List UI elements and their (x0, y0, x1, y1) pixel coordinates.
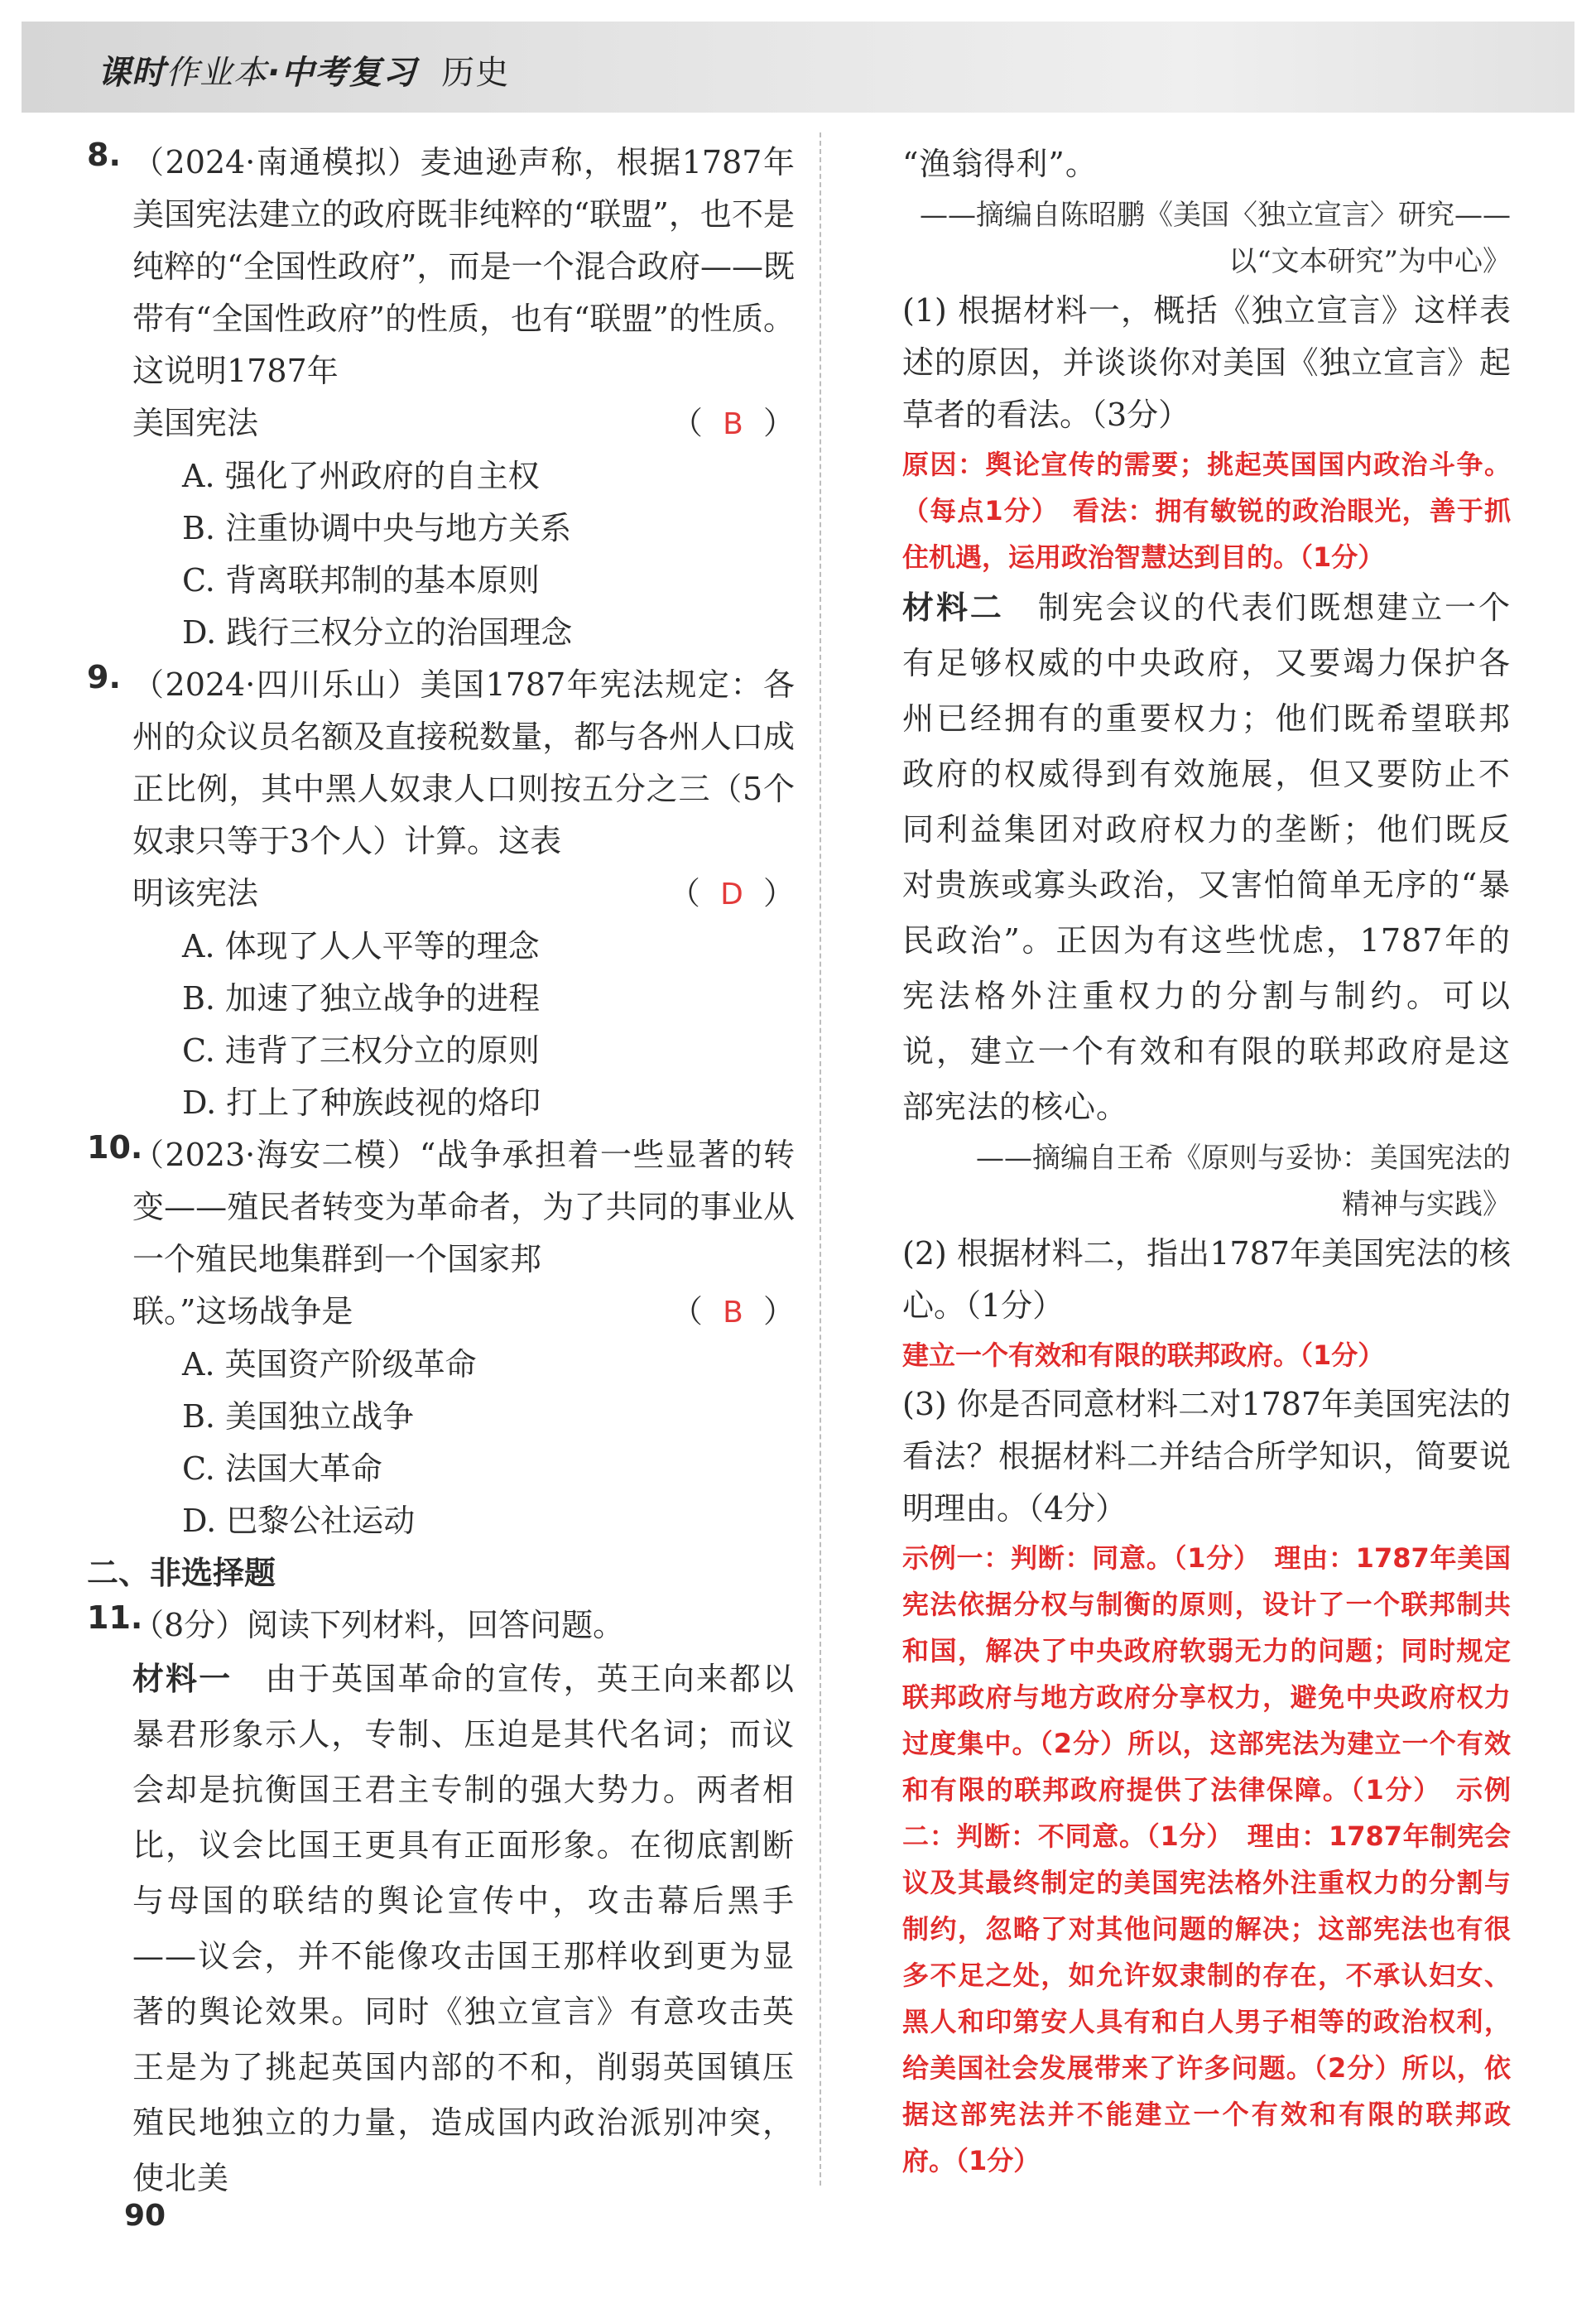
material-text: 制宪会议的代表们既想建立一个有足够权威的中央政府，又要竭力保护各州已经拥有的重要权力；他们既希望联邦政府的权威得到有效施展，但又要防止不同利益集团对政府权力的垄断；他们既反对贵族或寡头政治，又害怕简单无序的“暴民政治”。正因为有这些忧虑，1787年的宪法格外注重权力的分割与制约。可以说，建立一个有效和有限的联邦政府是这部宪法的核心。 (902, 589, 1511, 1125)
question-number: 10. (87, 1129, 143, 1166)
answer-bracket: （ B ） (671, 1293, 795, 1330)
option: D. 巴黎公社运动 (182, 1503, 416, 1539)
option: B. 加速了独立战争的进程 (182, 980, 541, 1017)
answer-letter: D (720, 878, 743, 911)
page-number: 90 (124, 2199, 166, 2233)
column-divider (820, 132, 821, 2186)
question-stem: （2024·南通模拟）麦迪逊声称，根据1787年美国宪法建立的政府既非纯粹的“联盟”，也不是纯粹的“全国性政府”，而是一个混合政府——既带有“全国性政府”的性质，也有“联盟”的性质。这说明1787年 (132, 144, 795, 389)
left-column (87, 137, 795, 2206)
section-title: 二、非选择题 (87, 1555, 276, 1591)
option: A. 英国资产阶级革命 (182, 1346, 477, 1383)
question-stem-end: 明该宪法 (132, 875, 259, 911)
question-number: 11. (87, 1599, 143, 1636)
answer-line (132, 868, 795, 921)
question-11 (87, 1599, 795, 2206)
source-citation: 精神与实践》 (1342, 1188, 1511, 1221)
question-number: 8. (87, 137, 121, 173)
option: C. 背离联邦制的基本原则 (182, 562, 540, 599)
material-1-tail: “渔翁得利”。 (902, 146, 1098, 182)
material-1 (132, 1652, 795, 2206)
option: B. 美国独立战争 (182, 1398, 415, 1435)
sub-question-1: (1) 根据材料一，概括《独立宣言》这样表述的原因，并谈谈你对美国《独立宣言》起草者的看法。（3分） (902, 292, 1511, 433)
right-column (902, 137, 1511, 2184)
question-10 (87, 1129, 795, 1547)
option: A. 体现了人人平等的理念 (182, 928, 540, 964)
option: B. 注重协调中央与地方关系 (182, 510, 572, 546)
question-9 (87, 659, 795, 1129)
source-citation: ——摘编自王希《原则与妥协：美国宪法的 (976, 1142, 1511, 1175)
answer-bracket: （ B ） (671, 405, 795, 441)
question-stem-end: 联。”这场战争是 (132, 1293, 353, 1330)
answer-text: 示例一：判断：同意。（1分） 理由：1787年美国宪法依据分权与制衡的原则，设计了一个联邦制共和国，解决了中央政府软弱无力的问题；同时规定联邦政府与地方政府分享权力，避免中央政府权力过度集中。（2分）所以，这部宪法为建立一个有效和有限的联邦政府提供了法律保障。（1分） 示例二：判断：不同意。（1分） 理由：1787年制宪会议及其最终制定的美国宪法格外注重权力的分割与制约，忽略了对其他问题的解决；这部宪法也有很多不足之处，如允许奴隶制的存在，不承认妇女、黑人和印第安人具有和白人男子相等的政治权利，给美国社会发展带来了许多问题。（2分）所以，依据这部宪法并不能建立一个有效和有限的联邦政府。（1分） (902, 1542, 1511, 2176)
answer-line (132, 1286, 795, 1339)
answer-text: 原因：舆论宣传的需要；挑起英国国内政治斗争。（每点1分） 看法：拥有敏锐的政治眼光，善于抓住机遇，运用政治智慧达到目的。（1分） (902, 449, 1511, 573)
answer-letter: B (723, 1296, 743, 1330)
source-citation: 以“文本研究”为中心》 (1228, 245, 1511, 278)
answer-line (132, 397, 795, 450)
question-8 (87, 137, 795, 659)
option: C. 违背了三权分立的原则 (182, 1032, 540, 1069)
answer-bracket: （ D ） (668, 875, 795, 911)
sub-question-3: (3) 你是否同意材料二对1787年美国宪法的看法？根据材料二并结合所学知识，简要说明理由。（4分） (902, 1386, 1511, 1527)
question-stem: （2023·海安二模）“战争承担着一些显著的转变——殖民者转变为革命者，为了共同的事业从一个殖民地集群到一个国家邦 (132, 1137, 795, 1277)
sub-question-2: (2) 根据材料二，指出1787年美国宪法的核心。（1分） (902, 1235, 1511, 1324)
option: C. 法国大革命 (182, 1450, 382, 1487)
material-label: 材料二 (902, 589, 1004, 626)
source-citation: ——摘编自陈昭鹏《美国〈独立宣言〉研究—— (920, 199, 1511, 232)
option: D. 打上了种族歧视的烙印 (182, 1084, 541, 1121)
book-title: 课时作业本·中考复习 历史 (98, 54, 510, 92)
question-intro: （8分）阅读下列材料，回答问题。 (132, 1607, 625, 1643)
material-2 (902, 580, 1511, 1135)
question-stem-end: 美国宪法 (132, 405, 259, 441)
option: A. 强化了州政府的自主权 (182, 458, 540, 494)
material-text: 由于英国革命的宣传，英王向来都以暴君形象示人，专制、压迫是其代名词；而议会却是抗衡国王君主专制的强大势力。两者相比，议会比国王更具有正面形象。在彻底割断与母国的联结的舆论宣传中，攻击幕后黑手——议会，并不能像攻击国王那样收到更为显著的舆论效果。同时《独立宣言》有意攻击英王是为了挑起英国内部的不和，削弱英国镇压殖民地独立的力量，造成国内政治派别冲突，使北美 (132, 1661, 795, 2196)
answer-text: 建立一个有效和有限的联邦政府。（1分） (902, 1339, 1385, 1371)
material-label: 材料一 (132, 1661, 233, 1697)
answer-letter: B (723, 407, 743, 441)
question-number: 9. (87, 659, 121, 695)
question-stem: （2024·四川乐山）美国1787年宪法规定：各州的众议员名额及直接税数量，都与各州人口成正比例，其中黑人奴隶人口则按五分之三（5个奴隶只等于3个人）计算。这表 (132, 666, 795, 859)
option: D. 践行三权分立的治国理念 (182, 614, 573, 651)
